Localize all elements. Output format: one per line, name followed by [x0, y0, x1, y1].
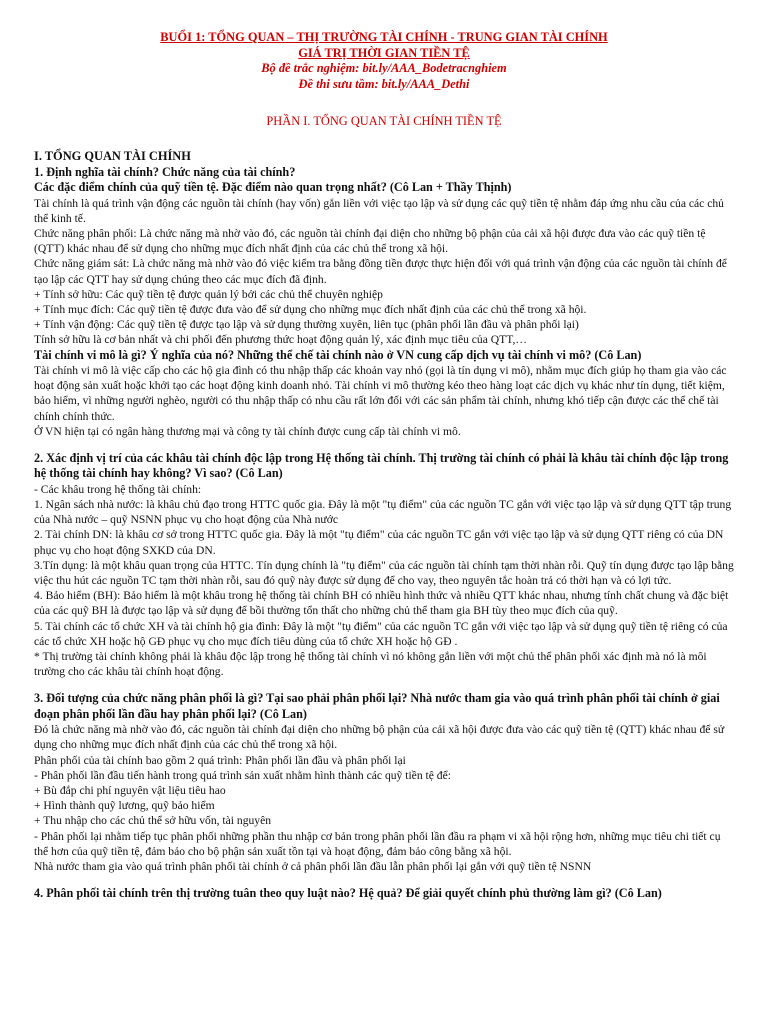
paragraph: + Tính sở hữu: Các quỹ tiền tệ được quản lý bởi các chủ thể chuyên nghiệp	[34, 287, 383, 301]
q3-heading: 3. Đối tượng của chức năng phân phối là gì? Tại sao phải phân phối lại? Nhà nước tham gia vào quá trình phân phối tài chính ở giai đoạn phân phối lần đầu hay phân phối lại? (Cô Lan)	[34, 691, 720, 721]
section-title: I. TỔNG QUAN TÀI CHÍNH	[34, 149, 191, 164]
micro-heading: Tài chính vi mô là gì? Ý nghĩa của nó? Những thể chế tài chính nào ở VN cung cấp dịch vụ tài chính vi mô? (Cô Lan)	[34, 347, 642, 362]
exam-link[interactable]: Đề thi sưu tầm: bit.ly/AAA_Dethi	[298, 76, 470, 91]
paragraph: 3.Tín dụng: là một khâu quan trọng của HTTC. Tín dụng chính là "tụ điểm" của các nguồn tài chính tạm thời nhàn rỗi. Quỹ tín dụng được tạo lập bằng việc thu hút các nguồn TC tạm thời nhàn rỗi, sau đó quỹ này được sử dụng để cho vay, theo nguyên tắc hoàn trả có thời hạn và có lợi tức.	[34, 558, 734, 587]
paragraph: + Hình thành quỹ lương, quỹ bảo hiểm	[34, 799, 215, 813]
doc-title-line1: BUỔI 1: TỔNG QUAN – THỊ TRƯỜNG TÀI CHÍNH - TRUNG GIAN TÀI CHÍNH	[160, 30, 608, 44]
paragraph: - Phân phối lại nhằm tiếp tục phân phối những phần thu nhập cơ bản trong phân phối lần đầu ra phạm vi xã hội rộng hơn, những mục tiêu chi tiết cụ thể hơn của quỹ tiền tệ, đảm bảo cho bộ phận sản xuất tồn tại và hoạt động, đảm bảo công bằng xã hội.	[34, 829, 721, 858]
paragraph: Tính sở hữu là cơ bản nhất và chi phối đến phương thức hoạt động quản lý, xác định mục tiêu của QTT,…	[34, 333, 527, 347]
quiz-link[interactable]: Bộ đề trắc nghiệm: bit.ly/AAA_Bodetracnghiem	[261, 61, 507, 75]
q1-subheading: Các đặc điểm chính của quỹ tiền tệ. Đặc điểm nào quan trọng nhất? (Cô Lan + Thầy Thịnh)	[34, 180, 512, 195]
paragraph: * Thị trường tài chính không phải là khâu độc lập trong hệ thống tài chính vì nó không gắn liền với một chủ thể phân phối xác định mà nó là môi trường cho các khâu tài chính hoạt động.	[34, 650, 707, 679]
paragraph: + Bù đắp chi phí nguyên vật liệu tiêu hao	[34, 784, 226, 798]
paragraph: 1. Ngân sách nhà nước: là khâu chủ đạo trong HTTC quốc gia. Đây là một "tụ điểm" của các nguồn TC gắn với việc tạo lập và sử dụng QTT tập trung của Nhà nước – quỹ NSNN phục vụ cho hoạt động của Nhà nước	[34, 497, 732, 527]
paragraph: Tài chính là quá trình vận động các nguồn tài chính (hay vốn) gắn liền với việc tạo lập và sử dụng các quỹ tiền tệ nhằm đáp ứng nhu cầu của các chủ thể kinh tế.	[34, 196, 724, 225]
paragraph: + Tính vận động: Các quỹ tiền tệ được tạo lập và sử dụng thường xuyên, liên tục (phân phối lần đầu và phân phối lại)	[34, 318, 579, 332]
paragraph: + Thu nhập cho các chủ thể sở hữu vốn, tài nguyên	[34, 814, 272, 828]
q1-heading: 1. Định nghĩa tài chính? Chức năng của tài chính?	[34, 164, 296, 179]
paragraph: Ở VN hiện tại có ngân hàng thương mại và công ty tài chính được cung cấp tài chính vi mô.	[34, 424, 461, 438]
doc-title-line2: GIÁ TRỊ THỜI GIAN TIỀN TỆ	[298, 45, 470, 60]
part-title: PHẦN I. TỔNG QUAN TÀI CHÍNH TIỀN TỆ	[266, 114, 502, 128]
paragraph: 5. Tài chính các tổ chức XH và tài chính hộ gia đình: Đây là một "tụ điểm" của các nguồn TC gắn với việc tạo lập và sử dụng quỹ tiền tệ riêng có của các tổ chức XH hoặc hộ GĐ phục vụ cho mục đích tiêu dùng của tổ chức XH hoặc hộ GĐ .	[34, 619, 728, 648]
paragraph: Phân phối của tài chính bao gồm 2 quá trình: Phân phối lần đầu và phân phối lại	[34, 753, 406, 767]
paragraph: 2. Tài chính DN: là khâu cơ sở trong HTTC quốc gia. Đây là một "tụ điểm" của các nguồn TC gắn với việc tạo lập và sử dụng QTT riêng có của DN phục vụ cho hoạt động SXKD của DN.	[34, 528, 724, 557]
paragraph: - Phân phối lần đầu tiến hành trong quá trình sản xuất nhằm hình thành các quỹ tiền tệ để:	[34, 768, 451, 782]
paragraph: Nhà nước tham gia vào quá trình phân phối tài chính ở cả phân phối lần đầu lẫn phân phối lại gắn với quỹ tiền tệ NSNN	[34, 860, 592, 874]
paragraph: Tài chính vi mô là việc cấp cho các hộ gia đình có thu nhập thấp các khoản vay nhỏ (gọi là tín dụng vi mô), nhằm mục đích giúp họ tham gia vào các hoạt động sản xuất hoặc khởi tạo các hoạt động kinh doanh nhỏ. Tài chính vi mô thường kéo theo hàng loạt các dịch vụ khác như tín dụng, tiết kiệm, bảo hiểm, vì những người nghèo, người có thu nhập thấp có nhu cầu rất lớn đối với các sản phẩm tài chính, nhưng khó tiếp cận được các thể chế tài chính chính thức.	[34, 363, 727, 423]
q2-heading: 2. Xác định vị trí của các khâu tài chính độc lập trong Hệ thống tài chính. Thị trường tài chính có phải là khâu tài chính độc lập trong hệ thống tài chính hay không? Vì sao? (Cô Lan)	[34, 450, 729, 481]
paragraph: Chức năng phân phối: Là chức năng mà nhờ vào đó, các nguồn tài chính đại diện cho những bộ phận của cải xã hội được đưa vào các quỹ tiền tệ (QTT) khác nhau để sử dụng cho những mục đích nhất định của các chủ thể trong xã hội.	[34, 226, 706, 256]
paragraph: - Các khâu trong hệ thống tài chính:	[34, 482, 202, 496]
paragraph: Đó là chức năng mà nhờ vào đó, các nguồn tài chính đại diện cho những bộ phận của cải xã hội được đưa vào các quỹ tiền tệ (QTT) khác nhau để sử dụng cho những mục đích nhất định của các chủ thể trong xã hội.	[34, 723, 725, 752]
paragraph: Chức năng giám sát: Là chức năng mà nhờ vào đó việc kiểm tra bằng đồng tiền được thực hiện đối với quá trình vận động của các nguồn tài chính để tạo lập các QTT hay sử dụng chúng theo các mục đích đã định.	[34, 257, 727, 286]
paragraph: 4. Bảo hiểm (BH): Bảo hiểm là một khâu trong hệ thống tài chính BH có nhiều hình thức và nhiều QTT khác nhau, nhưng tính chất chung và đặc biệt của các quỹ BH là được tạo lập và sử dụng để bồi thường tổn thất cho những chủ thể tham gia BH tùy theo mục đích của quỹ.	[34, 589, 729, 618]
q4-heading: 4. Phân phối tài chính trên thị trường tuân theo quy luật nào? Hệ quả? Để giải quyết chính phủ thường làm gì? (Cô Lan)	[34, 886, 662, 901]
paragraph: + Tính mục đích: Các quỹ tiền tệ được đưa vào để sử dụng cho những mục đích nhất định của các chủ thể trong xã hội.	[34, 302, 587, 316]
